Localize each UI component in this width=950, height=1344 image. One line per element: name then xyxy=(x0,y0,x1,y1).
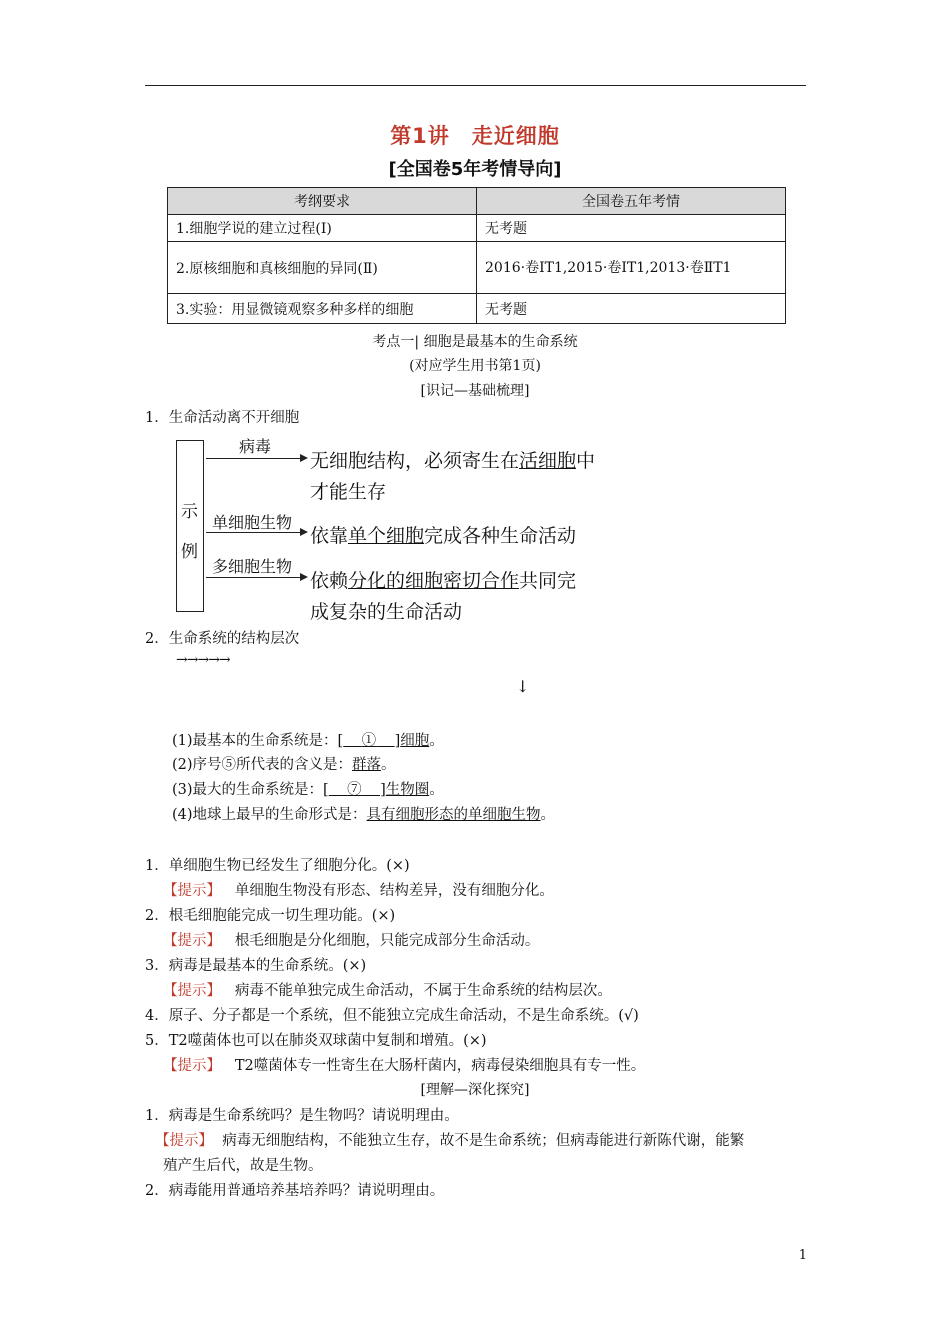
arrow-head xyxy=(300,454,308,462)
judgment-tip: 【提示】 病毒不能单独完成生命活动，不属于生命系统的结构层次。 xyxy=(163,983,612,999)
table-row xyxy=(168,242,786,294)
judgment-tip: 【提示】 根毛细胞是分化细胞，只能完成部分生命活动。 xyxy=(163,933,540,949)
table-cell: 2016·卷ⅠT1,2015·卷ⅠT1,2013·卷ⅡT1 xyxy=(477,242,786,294)
diagram-text-multicellular-2: 成复杂的生命活动 xyxy=(310,601,463,623)
arrow-head xyxy=(300,528,308,536)
diagram-text-virus: 无细胞结构，必须寄生在活细胞中 xyxy=(310,450,596,472)
table-cell: 3.实验：用显微镜观察多种多样的细胞 xyxy=(168,294,477,324)
arrow-line xyxy=(206,458,302,459)
table-header: 全国卷五年考情 xyxy=(477,188,786,215)
table-cell: 2.原核细胞和真核细胞的异同(Ⅱ) xyxy=(168,242,477,294)
table-header: 考纲要求 xyxy=(168,188,477,215)
fill-line: (2)序号⑤所代表的含义是：群落。 xyxy=(172,757,396,773)
table-header-row xyxy=(168,188,786,215)
table-row xyxy=(168,215,786,242)
part-heading-1: [识记—基础梳理] xyxy=(420,383,530,399)
fill-line: (3)最大的生命系统是：[ ⑦ ]生物圈。 xyxy=(172,782,444,798)
table-cell: 无考题 xyxy=(477,215,786,242)
judgment-question: 4．原子、分子都是一个系统，但不能独立完成生命活动，不是生命系统。(√) xyxy=(145,1008,639,1024)
table-cell: 无考题 xyxy=(477,294,786,324)
lesson-title: 第1讲 走近细胞 xyxy=(390,124,560,148)
levels-arrows: →→→→→ xyxy=(176,652,230,668)
arrow-head xyxy=(300,573,308,581)
down-arrow-icon: ↓ xyxy=(516,677,530,696)
arrow-line xyxy=(206,532,302,533)
inquiry-answer-cont: 殖产生后代，故是生物。 xyxy=(163,1158,323,1174)
diagram-text-unicellular: 依靠单个细胞完成各种生命活动 xyxy=(310,525,577,547)
item-1-title: 1．生命活动离不开细胞 xyxy=(145,410,300,426)
fill-line: (4)地球上最早的生命形式是：具有细胞形态的单细胞生物。 xyxy=(172,807,556,823)
part-heading-2: [理解—深化探究] xyxy=(420,1082,530,1098)
fill-line: (1)最基本的生命系统是：[ ① ]细胞。 xyxy=(172,733,444,749)
exam-table xyxy=(167,187,786,324)
section-ref: (对应学生用书第1页) xyxy=(409,358,541,374)
item-2-title: 2．生命系统的结构层次 xyxy=(145,631,300,647)
inquiry-question: 2．病毒能用普通培养基培养吗？请说明理由。 xyxy=(145,1183,445,1199)
judgment-question: 2．根毛细胞能完成一切生理功能。(×) xyxy=(145,908,396,924)
header-rule xyxy=(145,85,806,86)
inquiry-answer: 【提示】 病毒无细胞结构，不能独立生存，故不是生命系统；但病毒能进行新陈代谢，能繁 xyxy=(155,1133,745,1149)
diagram-text-virus-2: 才能生存 xyxy=(310,481,387,503)
page-number: 1 xyxy=(798,1248,807,1263)
judgment-tip: 【提示】 单细胞生物没有形态、结构差异，没有细胞分化。 xyxy=(163,883,554,899)
exam-guide-subtitle: [全国卷5年考情导向] xyxy=(388,159,562,180)
section-heading: 考点一| 细胞是最基本的生命系统 xyxy=(372,334,578,350)
diagram-label-virus: 病毒 xyxy=(239,437,272,456)
judgment-question: 3．病毒是最基本的生命系统。(×) xyxy=(145,958,367,974)
judgment-question: 5．T2噬菌体也可以在肺炎双球菌中复制和增殖。(×) xyxy=(145,1033,487,1049)
diagram-char: 示 xyxy=(181,502,198,522)
diagram-label-multicellular: 多细胞生物 xyxy=(212,557,293,576)
judgment-question: 1．单细胞生物已经发生了细胞分化。(×) xyxy=(145,858,410,874)
diagram-box xyxy=(176,440,204,612)
inquiry-question: 1．病毒是生命系统吗？是生物吗？请说明理由。 xyxy=(145,1108,459,1124)
table-cell: 1.细胞学说的建立过程(Ⅰ) xyxy=(168,215,477,242)
table-row xyxy=(168,294,786,324)
diagram-text-multicellular: 依赖分化的细胞密切合作共同完 xyxy=(310,570,577,592)
diagram-label-unicellular: 单细胞生物 xyxy=(212,513,293,532)
arrow-line xyxy=(206,577,302,578)
diagram-char: 例 xyxy=(181,542,198,562)
judgment-tip: 【提示】 T2噬菌体专一性寄生在大肠杆菌内，病毒侵染细胞具有专一性。 xyxy=(163,1058,646,1074)
